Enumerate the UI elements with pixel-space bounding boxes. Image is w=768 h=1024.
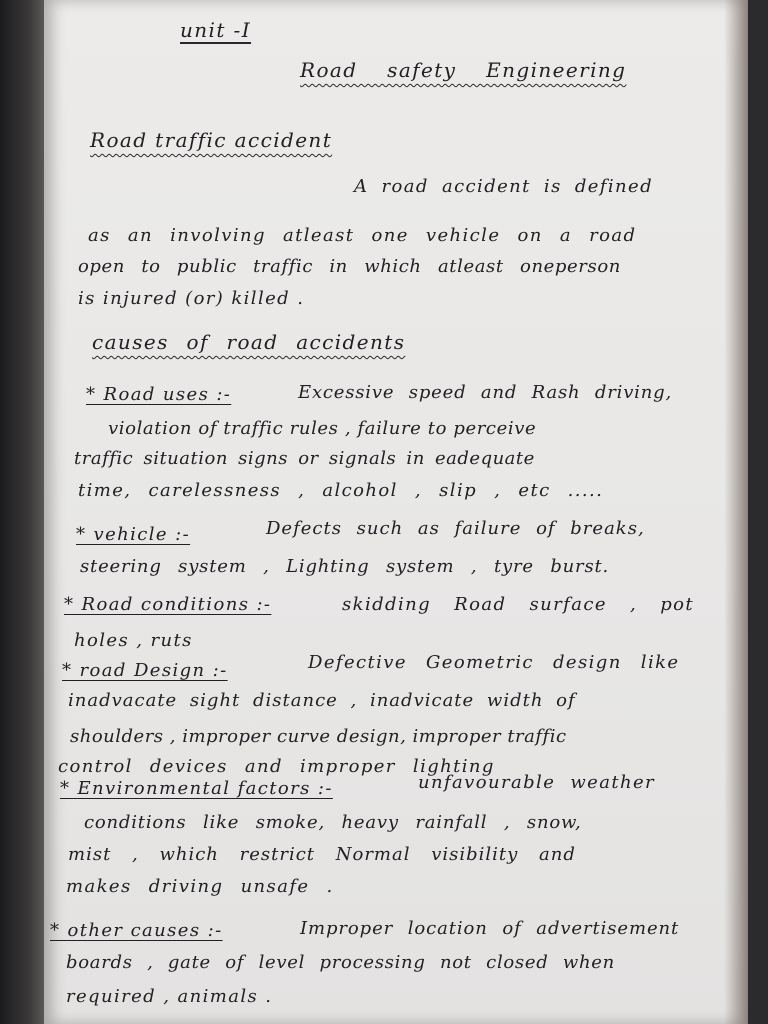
causes-heading: causes of road accidents <box>92 330 406 354</box>
road-design-line-1: Defective Geometric design like <box>308 652 680 673</box>
road-conditions-line-2: holes , ruts <box>74 630 193 651</box>
other-causes-line-1: Improper location of advertisement <box>300 918 680 939</box>
road-conditions-label <box>64 594 271 615</box>
vehicle-label <box>76 524 190 545</box>
road-users-line-2: violation of traffic rules , failure to perceive <box>108 418 537 439</box>
environmental-line-4: makes driving unsafe . <box>66 876 334 897</box>
vehicle-line-2: steering system , Lighting system , tyre burst. <box>80 556 610 577</box>
environmental-label <box>60 778 333 799</box>
road-design-line-4: control devices and improper lighting <box>58 756 495 777</box>
environmental-line-1: unfavourable weather <box>418 772 656 793</box>
page-title: Road safety Engineering <box>300 58 627 82</box>
road-design-line-3: shoulders , improper curve design, improper traffic <box>70 726 567 747</box>
notebook-page <box>44 0 748 1024</box>
road-users-label-text: * Road uses :- <box>86 384 232 405</box>
road-conditions-label-text: * Road conditions :- <box>64 594 272 615</box>
page-edge <box>724 0 748 1024</box>
road-users-line-3: traffic situation signs or signals in eadequate <box>74 448 535 469</box>
road-design-label-text: * road Design :- <box>62 660 228 681</box>
road-conditions-line-1: skidding Road surface , pot <box>342 594 695 615</box>
rta-line-4: is injured (or) killed . <box>78 288 305 309</box>
environmental-label-text: * Environmental factors :- <box>60 778 333 799</box>
road-users-line-4: time, carelessness , alcohol , slip , etc ..... <box>78 480 604 501</box>
road-users-label <box>86 384 231 405</box>
rta-line-3: open to public traffic in which atleast oneperson <box>78 256 621 277</box>
other-causes-line-2: boards , gate of level processing not closed when <box>66 952 615 973</box>
rta-line-2: as an involving atleast one vehicle on a road <box>88 225 637 246</box>
road-design-line-2: inadvacate sight distance , inadvicate width of <box>68 690 576 711</box>
unit-title-text: unit -I <box>180 18 252 42</box>
rta-heading: Road traffic accident <box>90 128 333 152</box>
environmental-line-2: conditions like smoke, heavy rainfall , snow, <box>84 812 582 833</box>
vehicle-label-text: * vehicle :- <box>76 524 191 545</box>
road-design-label <box>62 660 228 681</box>
other-causes-line-3: required , animals . <box>66 986 273 1007</box>
environmental-line-3: mist , which restrict Normal visibility and <box>68 844 576 865</box>
road-users-line-1: Excessive speed and Rash driving, <box>298 382 672 403</box>
rta-line-1: A road accident is defined <box>354 176 653 197</box>
other-causes-label <box>50 920 223 941</box>
vehicle-line-1: Defects such as failure of breaks, <box>266 518 645 539</box>
other-causes-label-text: * other causes :- <box>50 920 223 941</box>
unit-title <box>180 18 251 42</box>
